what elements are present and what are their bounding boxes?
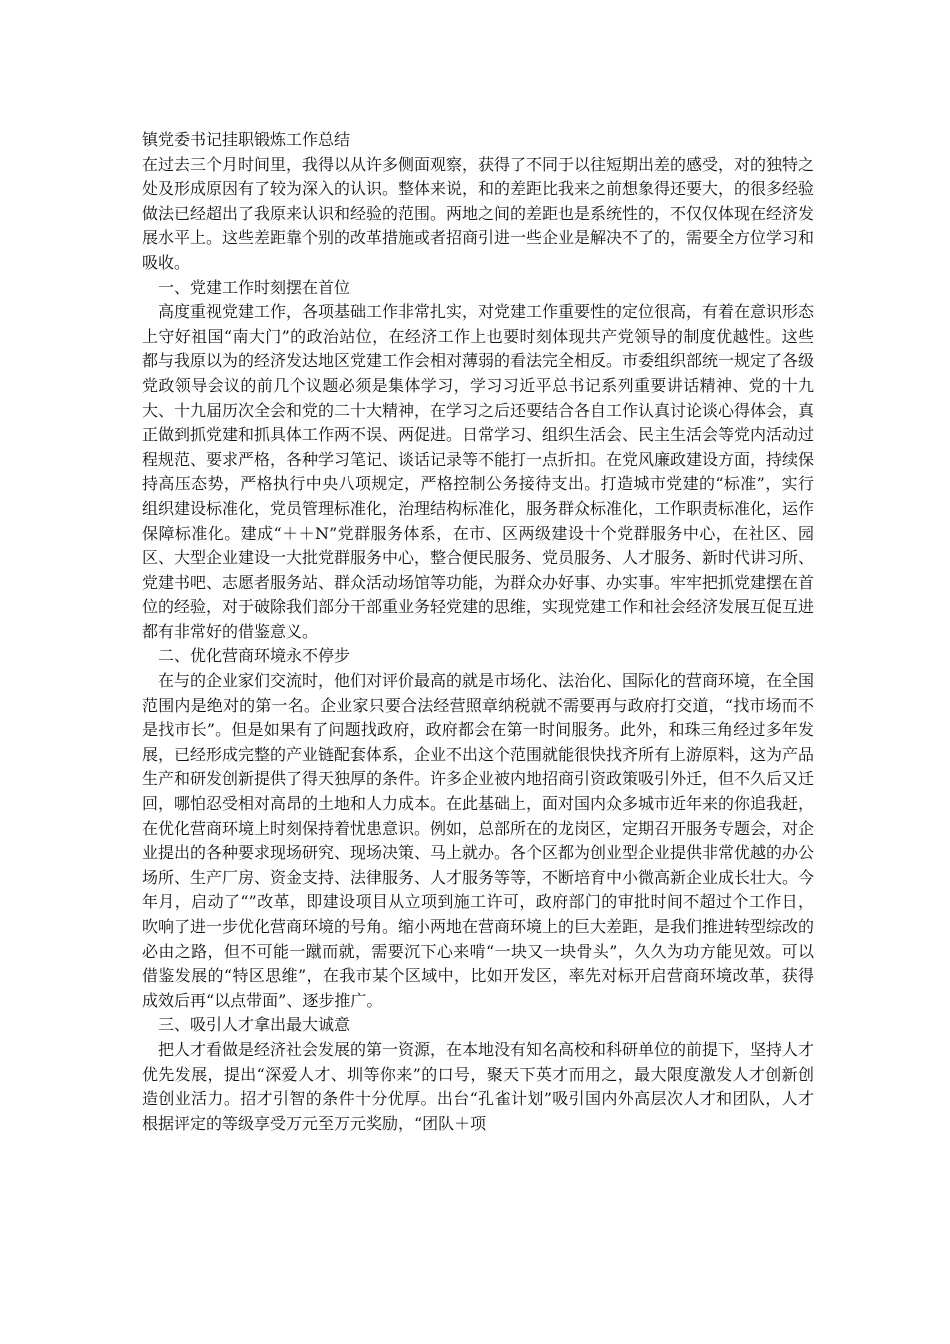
section-3-heading: 三、吸引人才拿出最大诚意 (158, 1015, 351, 1035)
section-1-paragraph: 高度重视党建工作，各项基础工作非常扎实，对党建工作重要性的定位很高，有着在意识形态上守好祖国“南大门”的政治站位，在经济工作上也要时刻体现共产党领导的制度优越性。这些都与我原以为的经济发达地区党建工作会相对薄弱的看法完全相反。市委组织部统一规定了各级党政领导会议的前几个议题必须是集体学习，学习习近平总书记系列重要讲话精神、党的十九大、十九届历次全会和党的二十大精神，在学习之后还要结合各自工作认真讨论谈心得体会，真正做到抓党建和抓具体工作两不误、两促进。日常学习、组织生活会、民主生活会等党内活动过程规范、要求严格，各种学习笔记、谈话记录等不能打一点折扣。在党风廉政建设方面，持续保持高压态势，严格执行中央八项规定，严格控制公务接待支出。打造城市党建的“标准”，实行组织建设标准化，党员管理标准化，治理结构标准化，服务群众标准化，工作职责标准化，运作保障标准化。建成“＋＋N”党群服务体系，在市、区两级建设十个党群服务中心，在社区、园区、大型企业建设一大批党群服务中心，整合便民服务、党员服务、人才服务、新时代讲习所、党建书吧、志愿者服务站、群众活动场馆等功能，为群众办好事、办实事。牢牢把抓党建摆在首位的经验，对于破除我们部分干部重业务轻党建的思维，实现党建工作和社会经济发展互促互进都有非常好的借鉴意义。 (142, 302, 815, 641)
intro-paragraph: 在过去三个月时间里，我得以从许多侧面观察，获得了不同于以往短期出差的感受，对的独特之处及形成原因有了较为深入的认识。整体来说，和的差距比我来之前想象得还要大，的很多经验做法已经超出了我原来认识和经验的范围。两地之间的差距也是系统性的，不仅仅体现在经济发展水平上。这些差距靠个别的改革措施或者招商引进一些企业是解决不了的，需要全方位学习和吸收。 (142, 154, 815, 272)
document-page (142, 128, 814, 1136)
section-1-heading: 一、党建工作时刻摆在首位 (158, 277, 351, 297)
section-2-heading: 二、优化营商环境永不停步 (158, 646, 351, 666)
section-3-paragraph: 把人才看做是经济社会发展的第一资源，在本地没有知名高校和科研单位的前提下，坚持人才优先发展，提出“深爱人才、圳等你来”的口号，聚天下英才而用之，最大限度激发人才创新创造创业活力。招才引智的条件十分优厚。出台“孔雀计划”吸引国内外高层次人才和团队，人才根据评定的等级享受万元至万元奖励，“团队＋项 (142, 1039, 815, 1133)
section-2-paragraph: 在与的企业家们交流时，他们对评价最高的就是市场化、法治化、国际化的营商环境，在全国范围内是绝对的第一名。企业家只要合法经营照章纳税就不需要再与政府打交道，“找市场而不是找市长”。但是如果有了问题找政府，政府都会在第一时间服务。此外，和珠三角经过多年发展，已经形成完整的产业链配套体系，企业不出这个范围就能很快找齐所有上游原料，这为产品生产和研发创新提供了得天独厚的条件。许多企业被内地招商引资政策吸引外迁，但不久后又迁回，哪怕忍受相对高昂的土地和人力成本。在此基础上，面对国内众多城市近年来的你追我赶，在优化营商环境上时刻保持着忧患意识。例如，总部所在的龙岗区，定期召开服务专题会，对企业提出的各种要求现场研究、现场决策、马上就办。各个区都为创业型企业提供非常优越的办公场所、生产厂房、资金支持、法律服务、人才服务等等，不断培育中小微高新企业成长壮大。今年月，启动了“”改革，即建设项目从立项到施工许可，政府部门的审批时间不超过个工作日，吹响了进一步优化营商环境的号角。缩小两地在营商环境上的巨大差距，是我们推进转型综改的必由之路，但不可能一蹴而就，需要沉下心来啃“一块又一块骨头”，久久为功方能见效。可以借鉴发展的“特区思维”，在我市某个区域中，比如开发区，率先对标开启营商环境改革，获得成效后再“以点带面”、逐步推广。 (142, 671, 815, 1010)
document-title: 镇党委书记挂职锻炼工作总结 (142, 130, 351, 149)
